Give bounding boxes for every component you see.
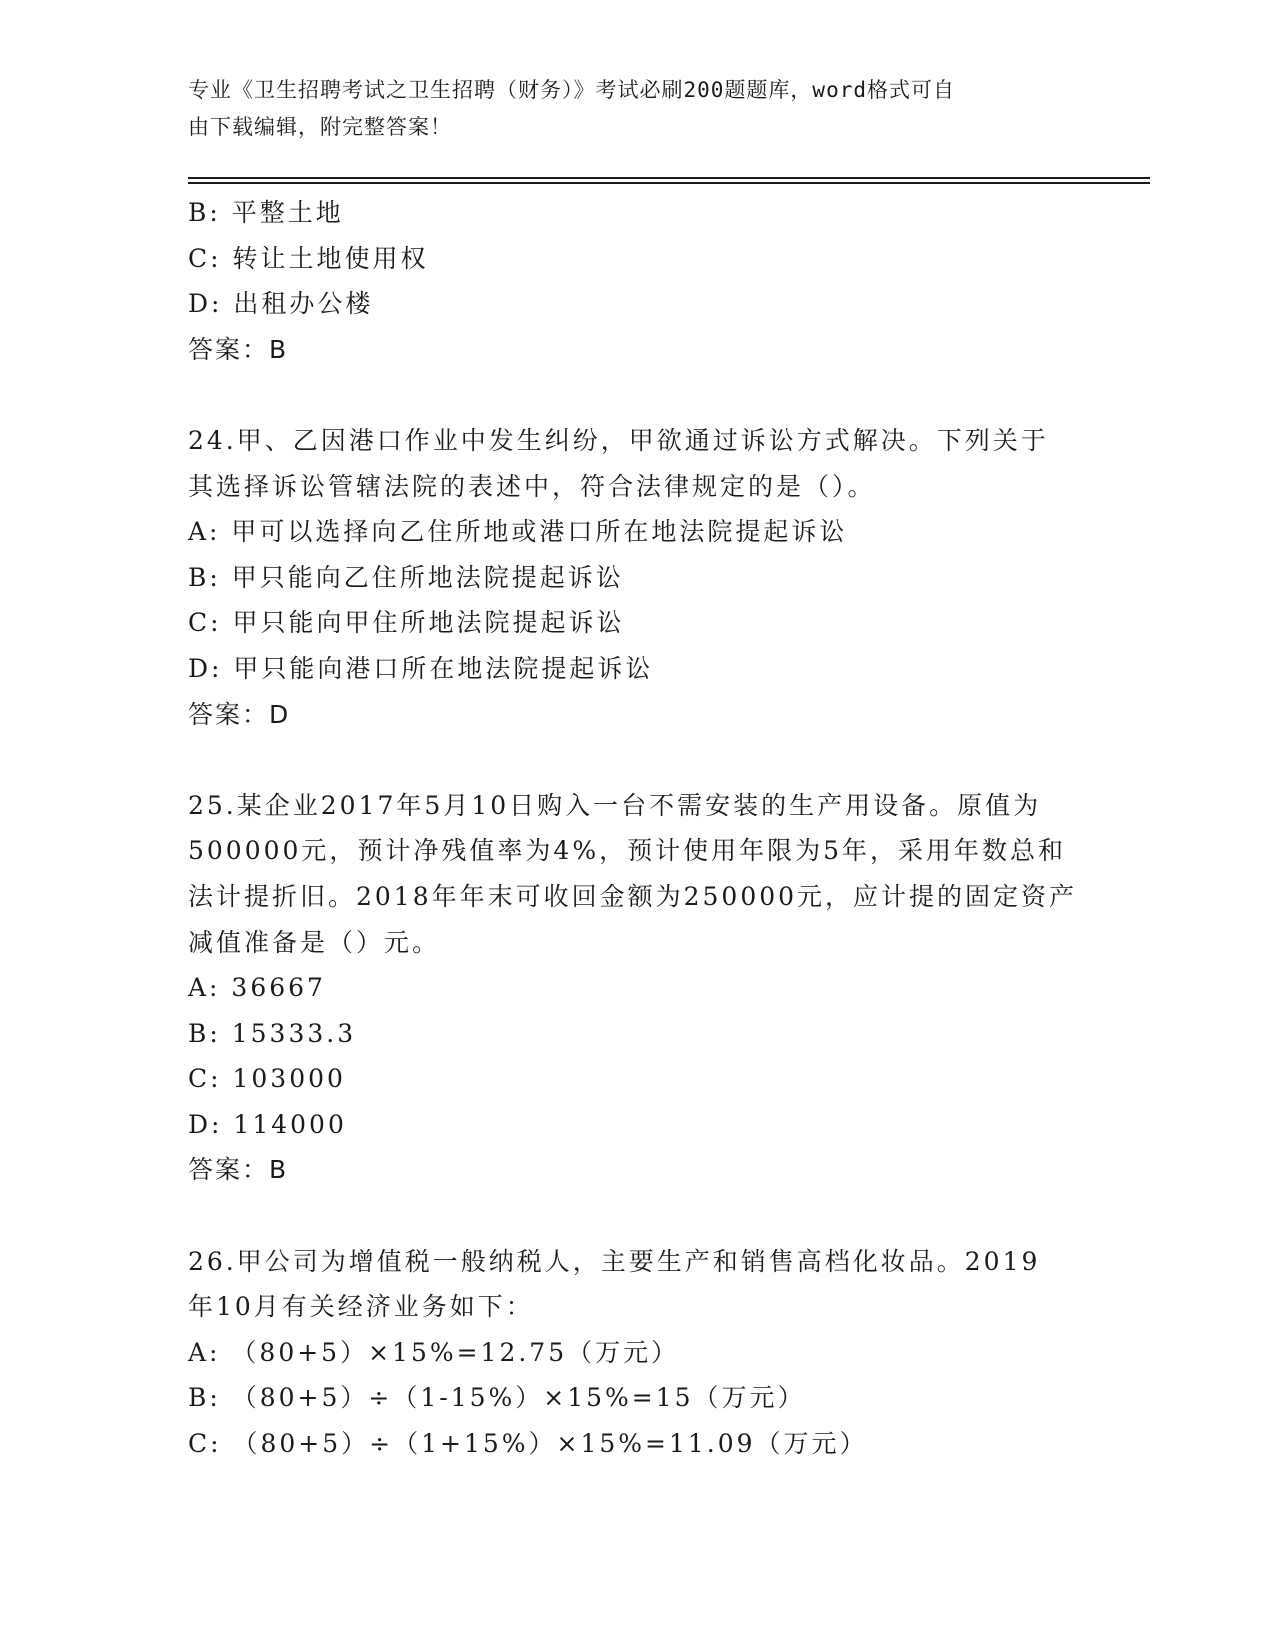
question-stem: 减值准备是（）元。 [188,927,441,957]
question-23 [188,190,1088,372]
answer-line: 答案：B [188,1155,289,1185]
option-b: B: 15333.3 [188,1018,357,1048]
question-stem: 法计提折旧。2018年年末可收回金额为250000元，应计提的固定资产 [188,881,1078,911]
question-list [188,190,1088,1467]
option-d: D: 114000 [188,1109,347,1139]
question-stem: 24.甲、乙因港口作业中发生纠纷，甲欲通过诉讼方式解决。下列关于 [188,425,1049,455]
option-c: C: 转让土地使用权 [188,243,429,273]
document-header [188,72,1068,146]
option-c: C: （80+5）÷（1+15%）×15%=11.09（万元） [188,1429,868,1459]
question-stem: 500000元，预计净残值率为4%，预计使用年限为5年，采用年数总和 [188,836,1067,866]
option-b: B: 平整土地 [188,198,344,227]
answer-line: 答案：D [188,699,291,729]
question-stem: 25.某企业2017年5月10日购入一台不需安装的生产用设备。原值为 [188,790,1042,820]
option-a: A: （80+5）×15%=12.75（万元） [188,1337,680,1367]
question-24 [188,418,1088,737]
option-a: A: 36667 [188,973,326,1003]
option-a: A: 甲可以选择向乙住所地或港口所在地法院提起诉讼 [188,517,848,547]
option-c: C: 甲只能向甲住所地法院提起诉讼 [188,608,625,638]
question-26 [188,1239,1088,1467]
spacer [188,1193,1088,1239]
spacer [188,737,1088,783]
option-c: C: 103000 [188,1064,346,1094]
question-stem: 其选择诉讼管辖法院的表述中，符合法律规定的是（）。 [188,471,876,501]
question-25 [188,783,1088,1193]
spacer [188,372,1088,418]
option-b: B: （80+5）÷（1-15%）×15%=15（万元） [188,1383,806,1413]
question-stem: 26.甲公司为增值税一般纳税人，主要生产和销售高档化妆品。2019 [188,1246,1041,1276]
header-line-2: 由下载编辑，附完整答案！ [188,115,452,139]
option-d: D: 甲只能向港口所在地法院提起诉讼 [188,653,654,683]
answer-line: 答案：B [188,334,289,364]
question-stem: 年10月有关经济业务如下： [188,1292,534,1322]
option-b: B: 甲只能向乙住所地法院提起诉讼 [188,562,624,592]
header-rule-bottom [188,182,1150,184]
header-rule-top [188,177,1150,179]
option-d: D: 出租办公楼 [188,289,374,319]
header-line-1: 专业《卫生招聘考试之卫生招聘（财务）》考试必刷200题题库，word格式可自 [188,78,955,102]
